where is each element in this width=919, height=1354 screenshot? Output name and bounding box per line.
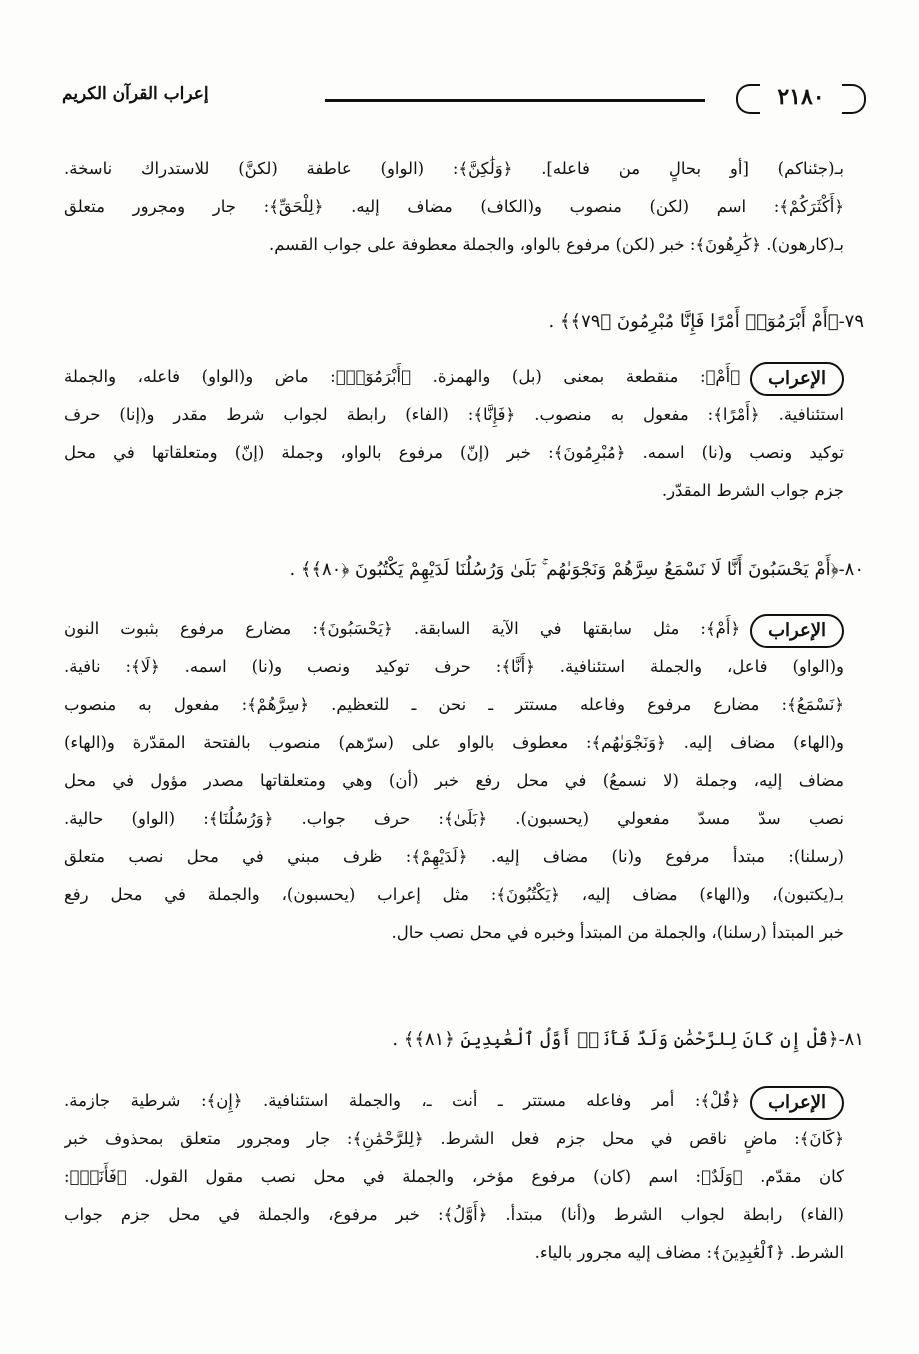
text-line: (رسلنا): مبتدأ مرفوع و(نا) مضاف إليه. ﴿لَدَيْهِمْ﴾: ظرف مبني في محل نصب متعلق <box>64 847 844 866</box>
running-title: إعراب القرآن الكريم <box>62 84 209 104</box>
irab-badge: الإعراب <box>750 362 844 396</box>
text-line: و(الواو) فاعل، والجملة استئنافية. ﴿أَنَّا﴾: حرف توكيد ونصب و(نا) اسمه. ﴿لَا﴾: نافية. <box>64 657 844 676</box>
irab-80 <box>64 610 844 952</box>
irab-81 <box>64 1082 844 1272</box>
text-line: و(الهاء) مضاف إليه. ﴿وَنَجْوَىٰهُم﴾: معطوف بالواو على (سرّهم) منصوب بالفتحة المقدّرة و(الهاء) <box>64 733 844 752</box>
text-line: ﴿أَكْثَرَكُمْ﴾: اسم (لكن) منصوب و(الكاف) مضاف إليه. ﴿لِلْحَقِّ﴾: جار ومجرور متعلق <box>64 197 844 216</box>
verse-79: ٧٩-﴿أَمْ أَبْرَمُوٓا۟ أَمْرًا فَإِنَّا مُبْرِمُونَ ﴿٧٩﴾﴾ . <box>548 311 864 332</box>
text-line: توكيد ونصب و(نا) اسمه. ﴿مُبْرِمُونَ﴾: خبر (إنّ) مرفوع بالواو، وجملة (إنّ) ومتعلقاتها في محل <box>64 443 844 462</box>
irab-badge: الإعراب <box>750 614 844 648</box>
top-paragraph <box>64 150 844 264</box>
text-line: ﴿نَسْمَعُ﴾: مضارع مرفوع وفاعله مستتر ـ نحن ـ للتعظيم. ﴿سِرَّهُمْ﴾: مفعول به منصوب <box>64 695 844 714</box>
text-line: نصب سدّ مسدّ مفعولي (يحسبون). ﴿بَلَىٰ﴾: حرف جواب. ﴿وَرُسُلُنَا﴾: (الواو) حالية. <box>64 809 844 828</box>
page-number: ٢١٨٠ <box>736 80 866 116</box>
text-line: مضاف إليه، وجملة (لا نسمعُ) في محل رفع خبر (أن) وهي ومتعلقاتها مصدر مؤول في محل <box>64 771 844 790</box>
text-line: جزم جواب الشرط المقدّر. <box>661 481 844 500</box>
text-line: ﴿كَانَ﴾: ماضٍ ناقص في محل جزم فعل الشرط. ﴿لِلرَّحْمَٰنِ﴾: جار ومجرور متعلق بمحذوف خبر <box>64 1129 844 1148</box>
text-line: خبر المبتدأ (رسلنا)، والجملة من المبتدأ وخبره في محل نصب حال. <box>391 923 844 942</box>
text-line: بـ(كارهون). ﴿كَٰرِهُونَ﴾: خبر (لكن) مرفوع بالواو، والجملة معطوفة على جواب القسم. <box>269 235 844 254</box>
verse-81: ٨١-﴿قُلْ إِن كَانَ لِلرَّحْمَٰنِ وَلَدٌ فَأَنَا۠ أَوَّلُ ٱلْعَٰبِدِينَ ﴿٨١﴾﴾ . <box>392 1029 864 1050</box>
text-line: الشرط. ﴿ٱلْعَٰبِدِينَ﴾: مضاف إليه مجرور بالياء. <box>534 1243 844 1262</box>
irab-79 <box>64 358 844 510</box>
text-line: بـ(يكتبون)، و(الهاء) مضاف إليه، ﴿يَكْتُبُونَ﴾: مثل إعراب (يحسبون)، والجملة في محل رفع <box>64 885 844 904</box>
verse-80: ٨٠-﴿أَمْ يَحْسَبُونَ أَنَّا لَا نَسْمَعُ سِرَّهُمْ وَنَجْوَىٰهُم ۚ بَلَىٰ وَرُسُلُنَا لَدَيْهِمْ يَكْتُبُونَ ﴿٨٠﴾﴾ . <box>289 559 864 580</box>
text-line: ﴿أَمْ﴾: مثل سابقتها في الآية السابقة. ﴿يَحْسَبُونَ﴾: مضارع مرفوع بثبوت النون <box>64 619 741 638</box>
text-line: ﴿قُلْ﴾: أمر وفاعله مستتر ـ أنت ـ، والجملة استئنافية. ﴿إِن﴾: شرطية جازمة. <box>64 1091 741 1110</box>
text-line: (الفاء) رابطة لجواب الشرط و(أنا) مبتدأ. ﴿أَوَّلُ﴾: خبر مرفوع، والجملة في محل جزم جواب <box>64 1205 844 1224</box>
text-line: كان مقدّم. ﴿وَلَدٌ﴾: اسم (كان) مرفوع مؤخر، والجملة في محل نصب مقول القول. ﴿فَأَنَا۠﴾: <box>64 1167 844 1186</box>
header-rule <box>325 99 705 102</box>
irab-badge: الإعراب <box>750 1086 844 1120</box>
text-line: ﴿أَمْ﴾: منقطعة بمعنى (بل) والهمزة. ﴿أَبْرَمُوٓا۟﴾: ماض و(الواو) فاعله، والجملة <box>64 367 741 386</box>
text-line: استئنافية. ﴿أَمْرًا﴾: مفعول به منصوب. ﴿فَإِنَّا﴾: (الفاء) رابطة لجواب شرط مقدر و(إنا) حرف <box>64 405 844 424</box>
text-line: بـ(جئناكم) [أو بحالٍ من فاعله]. ﴿وَلَٰكِنَّ﴾: (الواو) عاطفة (لكنَّ) للاستدراك ناسخة. <box>64 159 844 178</box>
